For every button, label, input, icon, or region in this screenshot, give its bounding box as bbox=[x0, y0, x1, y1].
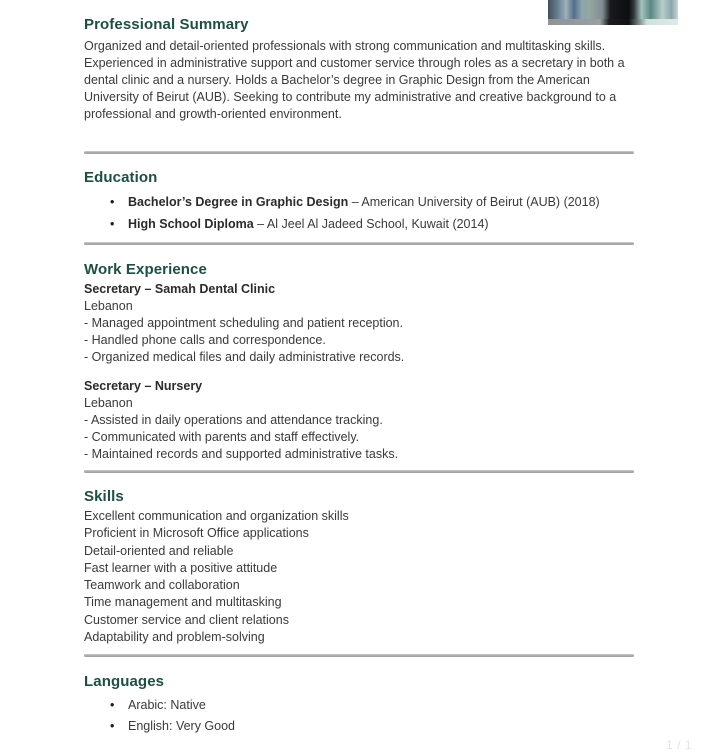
page-indicator: 1 / 1 bbox=[666, 738, 692, 752]
job-duties bbox=[84, 315, 404, 367]
skill-item: Time management and multitasking bbox=[84, 595, 282, 610]
bullet-icon: • bbox=[110, 698, 115, 712]
skill-item: Proficient in Microsoft Office applications bbox=[84, 526, 309, 541]
section-divider bbox=[84, 151, 634, 154]
education-entry bbox=[128, 191, 600, 213]
education-detail: – American University of Beirut (AUB) (2018) bbox=[348, 195, 600, 209]
list-item bbox=[110, 695, 662, 716]
education-degree: High School Diploma bbox=[128, 217, 254, 231]
job-duty: - Handled phone calls and correspondence. bbox=[84, 333, 326, 348]
skill-item: Fast learner with a positive attitude bbox=[84, 560, 278, 575]
language-entry: English: Very Good bbox=[128, 719, 236, 733]
job-duty: - Maintained records and supported administrative tasks. bbox=[84, 447, 399, 462]
skill-item: Excellent communication and organization skills bbox=[84, 509, 349, 523]
education-detail: – Al Jeel Al Jadeed School, Kuwait (2014) bbox=[253, 217, 489, 231]
profile-photo bbox=[548, 0, 678, 25]
section-heading-languages: Languages bbox=[84, 673, 165, 690]
job-title: Secretary – Nursery bbox=[84, 379, 203, 393]
education-entry bbox=[128, 213, 489, 235]
section-divider bbox=[84, 242, 634, 245]
summary-paragraph: Organized and detail-oriented professionals with strong communication and multitasking skills. Experienced in administrative support and customer service through roles as a secretary in both a dental clinic and a nursery. Holds a Bachelor’s degree in Graphic Design from the American University of Beirut (AUB). Seeking to contribute my administrative and creative background to a professional and growth-oriented environment. bbox=[84, 39, 625, 121]
skill-item: Adaptability and problem-solving bbox=[84, 630, 265, 645]
list-item bbox=[110, 716, 662, 737]
section-heading-professional-summary: Professional Summary bbox=[84, 16, 249, 33]
job-duties bbox=[84, 412, 398, 464]
language-entry: Arabic: Native bbox=[128, 698, 206, 712]
skill-item: Teamwork and collaboration bbox=[84, 578, 240, 593]
skill-item: Customer service and client relations bbox=[84, 612, 289, 627]
bullet-icon: • bbox=[110, 719, 115, 733]
bullet-icon: • bbox=[110, 217, 115, 231]
skill-item: Detail-oriented and reliable bbox=[84, 543, 234, 558]
education-degree: Bachelor’s Degree in Graphic Design bbox=[128, 195, 349, 209]
list-item bbox=[110, 191, 662, 213]
job-title: Secretary – Samah Dental Clinic bbox=[84, 282, 276, 296]
education-list bbox=[84, 191, 662, 235]
job-location: Lebanon bbox=[84, 396, 133, 410]
section-divider bbox=[84, 654, 634, 657]
job-duty: - Managed appointment scheduling and patient reception. bbox=[84, 316, 403, 330]
job-location: Lebanon bbox=[84, 299, 133, 313]
job-duty: - Assisted in daily operations and attendance tracking. bbox=[84, 413, 383, 427]
section-heading-work-experience: Work Experience bbox=[84, 261, 207, 278]
bullet-icon: • bbox=[110, 195, 115, 209]
section-heading-education: Education bbox=[84, 169, 158, 186]
section-divider bbox=[84, 470, 634, 473]
section-heading-skills: Skills bbox=[84, 488, 124, 505]
skills-list bbox=[84, 508, 349, 646]
job-duty: - Organized medical files and daily administrative records. bbox=[84, 350, 405, 365]
languages-list bbox=[84, 695, 662, 737]
list-item bbox=[110, 213, 662, 235]
job-duty: - Communicated with parents and staff effectively. bbox=[84, 430, 360, 445]
